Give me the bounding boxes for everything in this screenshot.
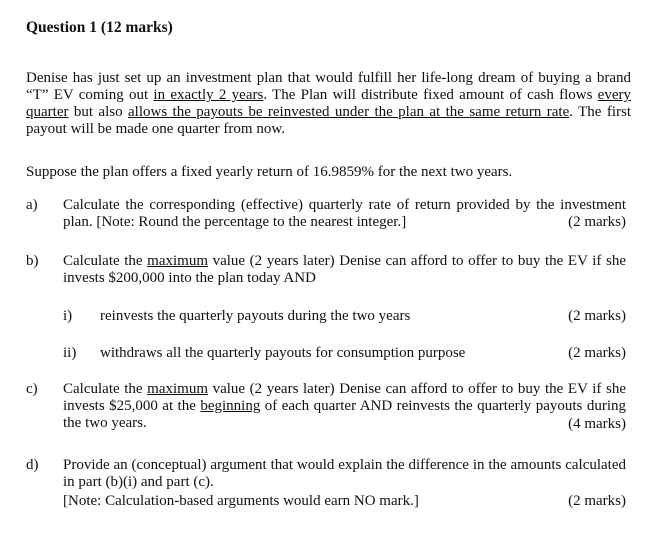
part-d-marks: (2 marks) [568,493,626,509]
part-a [26,197,631,237]
part-a-label: a) [26,197,38,213]
part-d-text: Provide an (conceptual) argument that would explain the difference in the amounts calculated in part (b)(i) and part (c). [63,457,626,490]
part-b-ii-text: withdraws all the quarterly payouts for consumption purpose [100,345,466,361]
part-c-underline-1: maximum [147,381,208,397]
part-c [26,381,631,437]
part-b-i [63,308,631,325]
intro-underline-3: allows the payouts be reinvested under the plan at the same return rate [128,104,570,120]
part-d [26,457,631,517]
part-b-i-text: reinvests the quarterly payouts during the two years [100,308,411,324]
suppose-paragraph: Suppose the plan offers a fixed yearly return of 16.9859% for the next two years. [26,164,513,180]
part-b-text [63,253,626,287]
part-b [26,253,631,365]
part-b-underline: maximum [147,253,208,269]
part-b-i-label: i) [63,308,73,324]
intro-underline-1: in exactly 2 years [153,87,264,103]
intro-text-3: but also [68,104,128,120]
part-c-label: c) [26,381,38,397]
part-b-i-marks: (2 marks) [568,308,626,324]
part-c-marks: (4 marks) [568,416,626,432]
part-c-text-1: Calculate the [63,381,148,397]
part-c-text-3: of each quarter AND reinvests the quarterly payouts during the two years. [63,398,626,431]
part-b-text-1: Calculate the [63,253,148,269]
part-a-marks: (2 marks) [568,214,626,230]
part-b-text-2: value (2 years later) Denise can afford to offer to buy the EV if she invests $200,000 into the plan today AND [63,253,626,286]
intro-underline-2: every quarter [26,87,631,120]
part-c-underline-2: beginning [200,398,261,414]
intro-text-2: . The Plan will distribute fixed amount of cash flows [263,87,598,103]
part-d-label: d) [26,457,39,473]
intro-paragraph [26,70,631,138]
intro-text-4: . The first payout will be made one quarter from now. [26,104,631,137]
part-b-label: b) [26,253,39,269]
part-d-note: [Note: Calculation-based arguments would earn NO mark.] [63,493,419,509]
part-a-text: Calculate the corresponding (effective) quarterly rate of return provided by the investment plan. [Note: Round the percentage to the nearest integer.] [63,197,626,230]
part-b-ii-marks: (2 marks) [568,345,626,361]
part-c-text [63,381,626,432]
part-b-ii-label: ii) [63,345,77,361]
part-b-ii [63,345,631,362]
intro-text-1: Denise has just set up an investment plan that would fulfill her life-long dream of buying a brand “T” EV coming out [26,70,631,103]
question-title: Question 1 (12 marks) [26,19,173,36]
part-c-text-2: value (2 years later) Denise can afford to offer to buy the EV if she invests $25,000 at the [63,381,626,414]
